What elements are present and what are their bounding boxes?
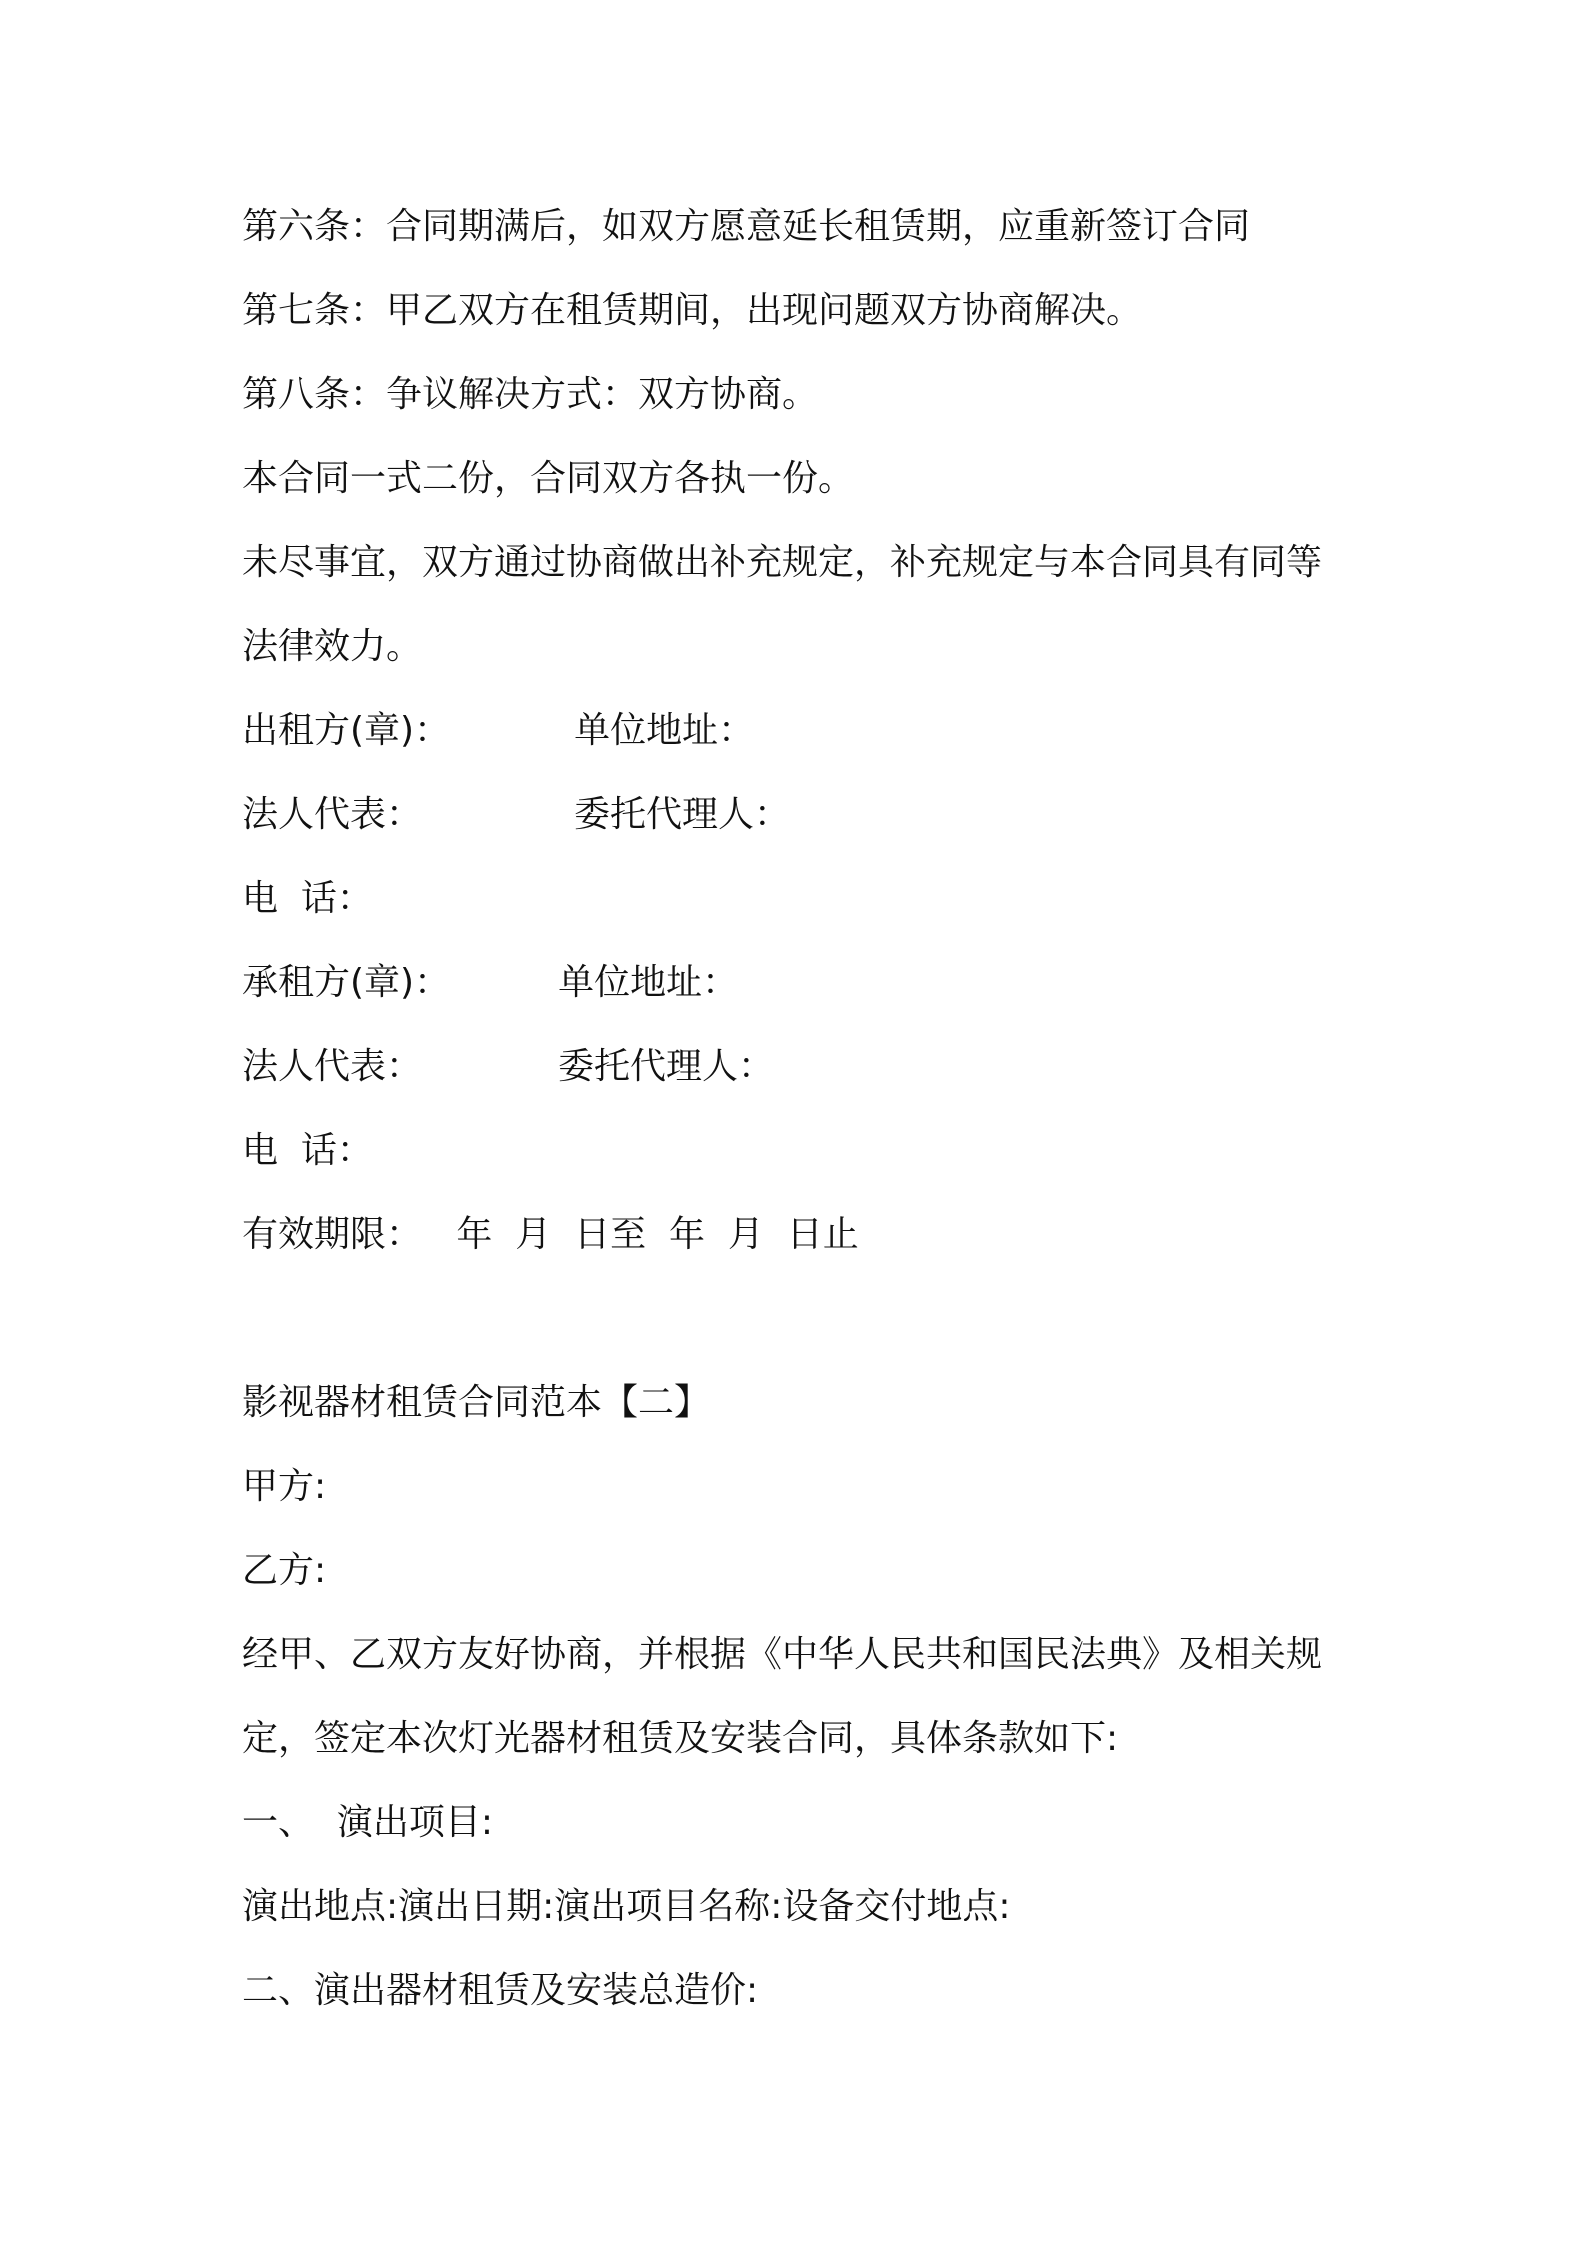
lessee-phone: 电 话：	[242, 1130, 373, 1171]
party-a: 甲方:	[242, 1466, 327, 1507]
lessor-agent-label: 委托代理人：	[574, 794, 791, 835]
lessee-party-label: 承租方(章)：	[242, 962, 451, 1003]
clause-6: 第六条：合同期满后，如双方愿意延长租赁期，应重新签订合同	[242, 206, 1251, 247]
contract2-title: 影视器材租赁合同范本【二】	[242, 1382, 711, 1423]
lessor-party-label: 出租方(章)：	[242, 710, 451, 751]
section-1-heading: 一、 演出项目:	[242, 1802, 494, 1843]
lessor-address-label: 单位地址：	[574, 710, 755, 751]
lessee-legal-rep-label: 法人代表：	[242, 1046, 423, 1087]
clause-7: 第七条：甲乙双方在租赁期间，出现问题双方协商解决。	[242, 290, 1143, 331]
section-1-fields: 演出地点:演出日期:演出项目名称:设备交付地点:	[242, 1886, 1011, 1927]
lessor-party-row	[242, 707, 754, 755]
lessee-address-label: 单位地址：	[558, 962, 739, 1003]
lessor-legal-rep-label: 法人代表：	[242, 794, 423, 835]
intro-line-1: 经甲、乙双方友好协商，并根据《中华人民共和国民法典》及相关规	[242, 1634, 1323, 1675]
validity-period: 有效期限： 年 月 日至 年 月 日止	[242, 1214, 859, 1255]
lessee-party-row	[242, 959, 738, 1007]
lessee-agent-label: 委托代理人：	[558, 1046, 775, 1087]
lessee-rep-row	[242, 1043, 774, 1091]
clause-8: 第八条：争议解决方式：双方协商。	[242, 374, 819, 415]
copies-statement: 本合同一式二份，合同双方各执一份。	[242, 458, 855, 499]
lessor-rep-row	[242, 791, 790, 839]
intro-line-2: 定，签定本次灯光器材租赁及安装合同，具体条款如下:	[242, 1718, 1119, 1759]
section-2-heading: 二、演出器材租赁及安装总造价:	[242, 1970, 759, 2011]
supplement-line-2: 法律效力。	[242, 626, 423, 667]
supplement-line-1: 未尽事宜，双方通过协商做出补充规定，补充规定与本合同具有同等	[242, 542, 1323, 583]
lessor-phone: 电 话：	[242, 878, 373, 919]
party-b: 乙方:	[242, 1550, 327, 1591]
